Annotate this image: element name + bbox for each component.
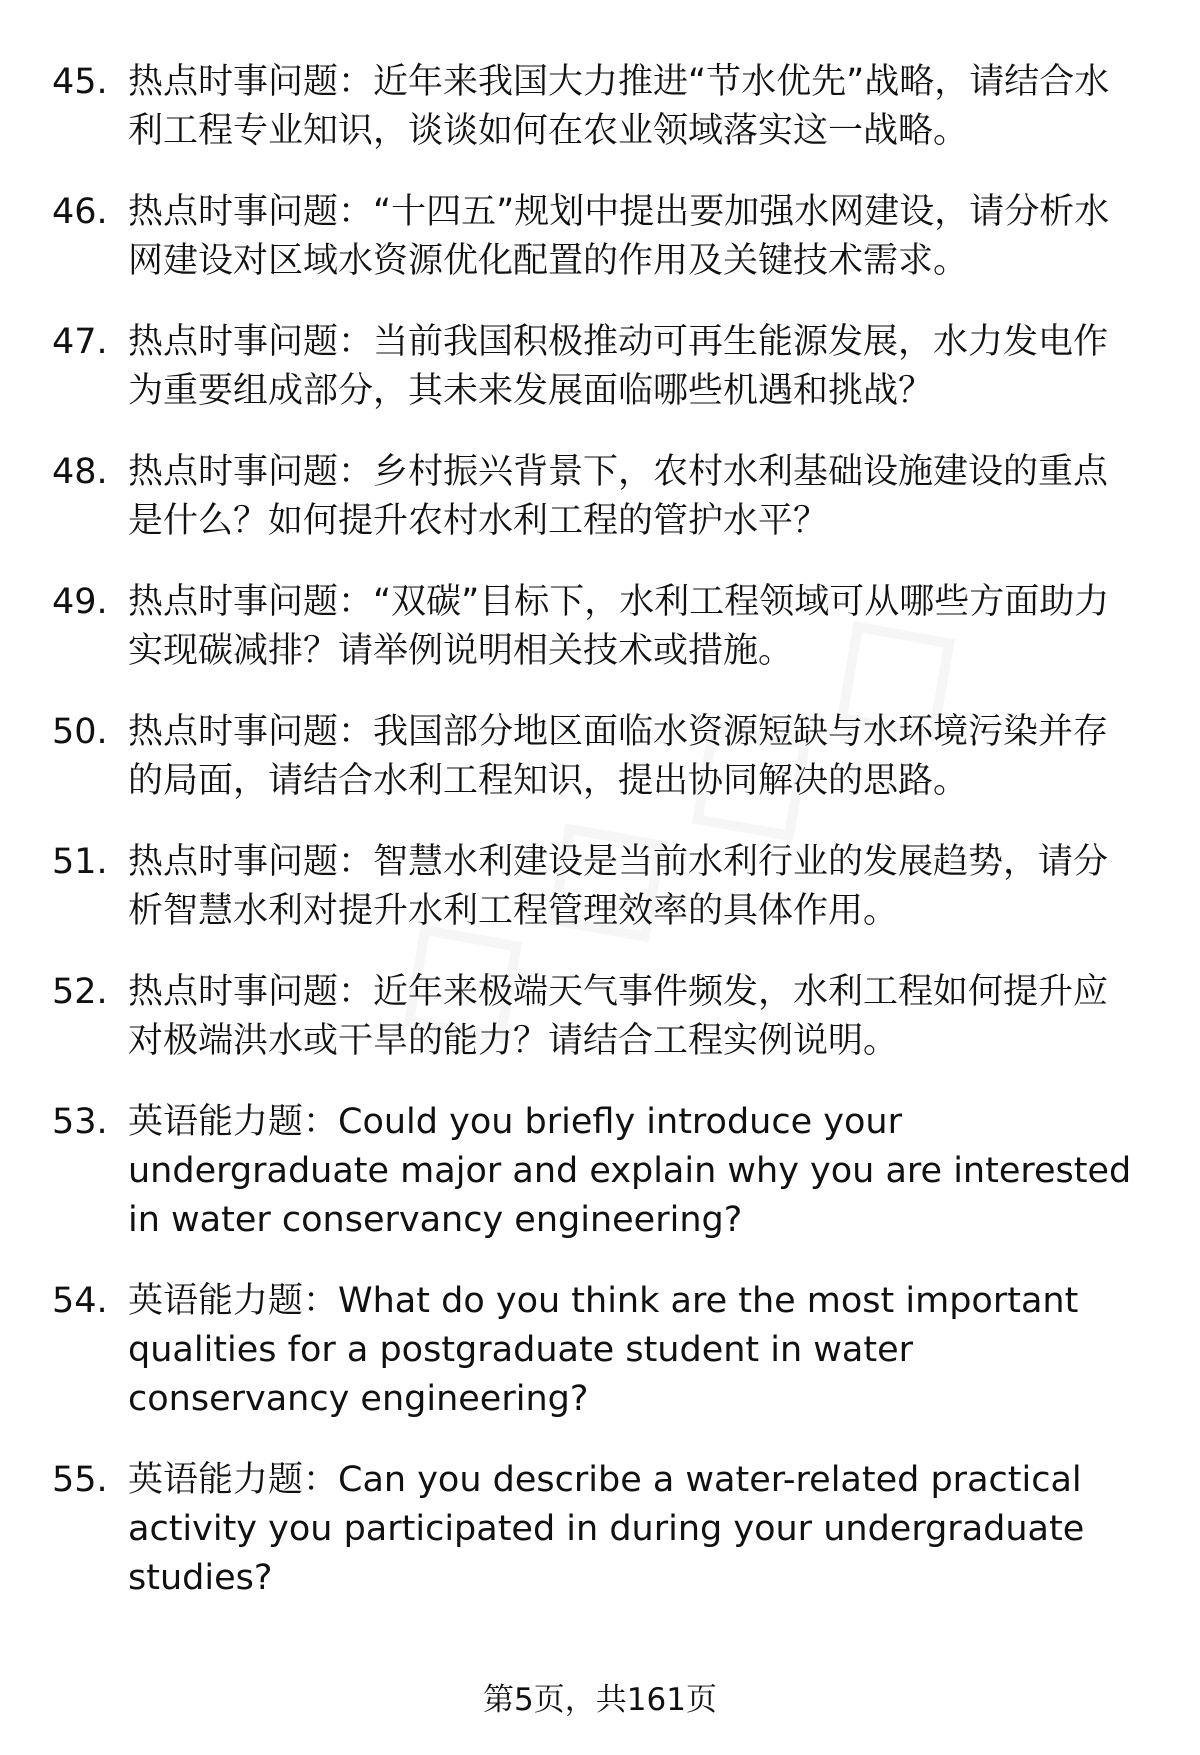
question-text: “双碳”目标下，水利工程领域可从哪些方面助力实现碳减排？请举例说明相关技术或措施。 (128, 582, 1110, 671)
question-number: 50. (52, 712, 108, 752)
question-category: 热点时事问题： (128, 842, 374, 882)
question-number: 45. (52, 62, 108, 102)
question-item-46 (52, 188, 1152, 286)
question-category: 热点时事问题： (128, 322, 374, 362)
question-body (128, 578, 1138, 676)
page-indicator: 第5页，共161页 (483, 1682, 717, 1718)
question-text: 智慧水利建设是当前水利行业的发展趋势，请分析智慧水利对提升水利工程管理效率的具体作用。 (128, 842, 1109, 931)
question-text: Can you describe a water-related practical activity you participated in during your undergraduate studies? (128, 1460, 1085, 1598)
question-number: 54. (52, 1281, 108, 1321)
question-text: 我国部分地区面临水资源短缺与水环境污染并存的局面，请结合水利工程知识，提出协同解决的思路。 (128, 712, 1109, 801)
question-item-47 (52, 318, 1152, 416)
question-body (128, 838, 1138, 936)
question-item-48 (52, 448, 1152, 546)
question-text: Could you briefly introduce your undergraduate major and explain why you are interested in water conservancy engineering? (128, 1102, 1132, 1240)
question-number: 49. (52, 582, 108, 622)
question-text: What do you think are the most important qualities for a postgraduate student in water conservancy engineering? (128, 1281, 1079, 1419)
question-text: 近年来我国大力推进“节水优先”战略，请结合水利工程专业知识，谈谈如何在农业领域落实这一战略。 (128, 62, 1110, 151)
question-body (128, 318, 1138, 416)
question-category: 热点时事问题： (128, 712, 374, 752)
question-number: 52. (52, 972, 108, 1012)
question-category: 热点时事问题： (128, 62, 374, 102)
question-body (128, 968, 1138, 1066)
question-text: “十四五”规划中提出要加强水网建设，请分析水网建设对区域水资源优化配置的作用及关键技术需求。 (128, 192, 1110, 281)
question-category: 英语能力题： (128, 1460, 339, 1500)
question-item-53 (52, 1098, 1152, 1245)
question-category: 热点时事问题： (128, 192, 374, 232)
question-text: 近年来极端天气事件频发，水利工程如何提升应对极端洪水或干旱的能力？请结合工程实例说明。 (128, 972, 1109, 1061)
question-body (128, 58, 1138, 156)
question-item-52 (52, 968, 1152, 1066)
question-category: 英语能力题： (128, 1281, 339, 1321)
question-item-54 (52, 1277, 1152, 1424)
question-number: 47. (52, 322, 108, 362)
question-number: 53. (52, 1102, 108, 1142)
question-number: 55. (52, 1460, 108, 1500)
question-body (128, 1456, 1138, 1603)
question-number: 48. (52, 452, 108, 492)
question-item-49 (52, 578, 1152, 676)
question-category: 热点时事问题： (128, 972, 374, 1012)
question-body (128, 708, 1138, 806)
question-number: 51. (52, 842, 108, 882)
question-category: 热点时事问题： (128, 452, 374, 492)
question-item-55 (52, 1456, 1152, 1603)
question-item-45 (52, 58, 1152, 156)
question-body (128, 1277, 1138, 1424)
question-category: 热点时事问题： (128, 582, 374, 622)
question-body (128, 188, 1138, 286)
question-body (128, 448, 1138, 546)
question-body (128, 1098, 1138, 1245)
question-text: 乡村振兴背景下，农村水利基础设施建设的重点是什么？如何提升农村水利工程的管护水平？ (128, 452, 1109, 541)
question-category: 英语能力题： (128, 1102, 339, 1142)
question-item-50 (52, 708, 1152, 806)
question-number: 46. (52, 192, 108, 232)
question-list (52, 58, 1152, 1635)
question-item-51 (52, 838, 1152, 936)
question-text: 当前我国积极推动可再生能源发展，水力发电作为重要组成部分，其未来发展面临哪些机遇和挑战？ (128, 322, 1109, 411)
